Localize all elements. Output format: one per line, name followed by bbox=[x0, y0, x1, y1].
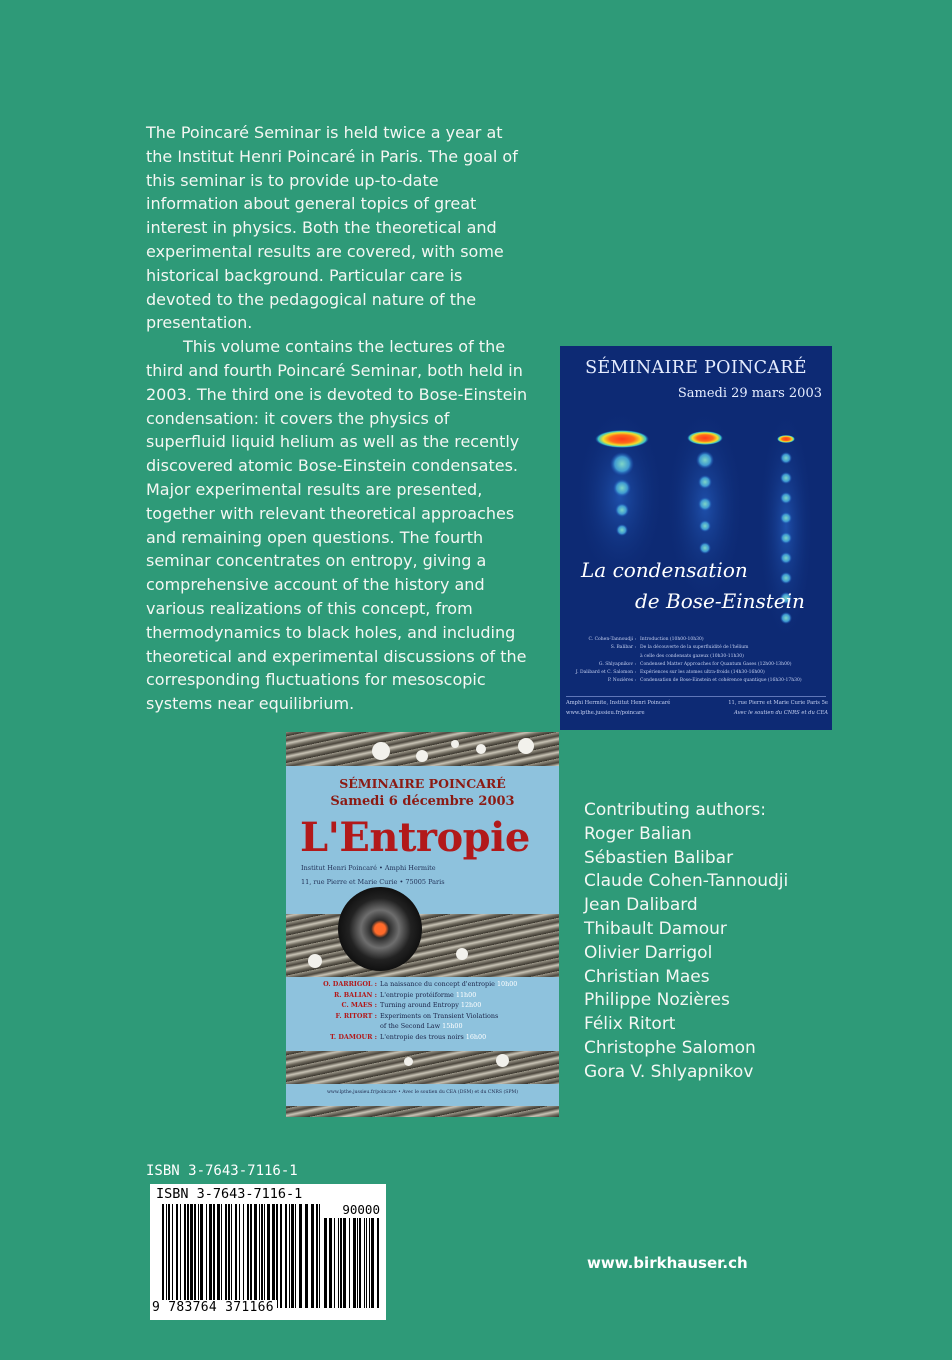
contributors-heading: Contributing authors: bbox=[584, 800, 766, 820]
decorative-sphere bbox=[404, 1057, 413, 1066]
barcode-bar bbox=[311, 1204, 314, 1308]
blurb-paragraph-2: This volume contains the lectures of the third and fourth Poincaré Seminar, both held in 2003. The third one is devoted to Bose-Einstein condensation: it covers the physics of superfluid liquid helium as well as the recently discovered atomic Bose-Einstein condensates. Major experimental results are presented, together with relevant theoretical approaches and remaining open questions. The fourth seminar concentrates on entropy, giving a comprehensive account of the history and various realizations of this concept, from thermodynamics to black holes, and including theoretical and experimental discussions of the corresponding fluctuations for mesoscopic systems near equilibrium. bbox=[146, 337, 528, 714]
barcode-bar bbox=[225, 1204, 227, 1308]
barcode-bar bbox=[206, 1204, 207, 1308]
barcode-bar bbox=[200, 1204, 203, 1308]
barcode-bar bbox=[295, 1204, 296, 1308]
program-row: C. Cohen-Tannoudji : Introduction (10h00-10h30) bbox=[588, 637, 704, 642]
barcode-bar bbox=[235, 1204, 237, 1308]
blurb-paragraph-1: The Poincaré Seminar is held twice a year at the Institut Henri Poincaré in Paris. The goal of this seminar is to provide up-to-date information about general topics of great interest in physics. Both the theoretical and experimental results are covered, with some historical background. Particular care is devoted to the pedagogical nature of the presentation. bbox=[146, 123, 518, 333]
barcode-bar bbox=[184, 1204, 186, 1308]
decorative-sphere bbox=[476, 744, 486, 754]
program-row: C. MAES : Turning around Entropy 12h00 bbox=[341, 1001, 482, 1009]
barcode-bar bbox=[180, 1204, 181, 1308]
decorative-sphere bbox=[496, 1054, 509, 1067]
barcode-bar bbox=[264, 1204, 265, 1308]
barcode-bar bbox=[369, 1218, 370, 1308]
barcode-bar bbox=[366, 1218, 367, 1308]
barcode-bar bbox=[228, 1204, 230, 1308]
barcode-bar bbox=[272, 1204, 275, 1308]
barcode-bar bbox=[291, 1204, 294, 1308]
barcode-bar bbox=[299, 1204, 302, 1308]
barcode-bar bbox=[280, 1204, 282, 1308]
decorative-sphere bbox=[451, 740, 459, 748]
program-row: J. Dalibard et C. Salomon : Expériences sur les atomes ultra-froids (14h30-16h00) bbox=[575, 670, 765, 676]
barcode-bar bbox=[221, 1204, 222, 1308]
barcode-bar bbox=[176, 1204, 178, 1308]
barcode-bar bbox=[285, 1204, 287, 1308]
barcode-bar bbox=[338, 1218, 339, 1308]
barcode-bar bbox=[172, 1204, 173, 1308]
barcode-bar bbox=[349, 1218, 350, 1308]
barcode-bar bbox=[247, 1204, 249, 1308]
barcode-bar bbox=[334, 1218, 335, 1308]
decorative-sphere bbox=[372, 742, 390, 760]
barcode-bar bbox=[217, 1204, 220, 1308]
program-row: R. BALIAN : L'entropie protéiforme 11h00 bbox=[334, 990, 477, 999]
poster1-title: SÉMINAIRE POINCARÉ bbox=[585, 358, 807, 378]
back-cover-blurb bbox=[146, 121, 531, 716]
poster2-seminar: SÉMINAIRE POINCARÉ bbox=[339, 776, 506, 791]
barcode bbox=[150, 1184, 386, 1320]
poster1-divider bbox=[566, 696, 826, 697]
contributor-name: Olivier Darrigol bbox=[584, 942, 713, 963]
poster1-venue: Amphi Hermite, Institut Henri Poincaré bbox=[566, 700, 671, 706]
barcode-bar bbox=[319, 1204, 320, 1308]
barcode-bar bbox=[324, 1218, 327, 1308]
poster2-footer: www.lpthe.jussieu.fr/poincare • Avec le soutien du CEA (DSM) et du CNRS (SPM) bbox=[327, 1090, 518, 1095]
barcode-bar bbox=[194, 1204, 196, 1308]
poster2-title: L'Entropie bbox=[300, 814, 530, 861]
barcode-bar bbox=[267, 1204, 270, 1308]
contributor-name: Sébastien Balibar bbox=[584, 847, 734, 868]
barcode-bar bbox=[343, 1218, 346, 1308]
barcode-bar bbox=[254, 1204, 257, 1308]
barcode-price-code: 90000 bbox=[342, 1202, 380, 1217]
isbn-label: ISBN 3-7643-7116-1 bbox=[146, 1163, 298, 1179]
barcode-bar bbox=[359, 1218, 361, 1308]
poster-bose-einstein bbox=[560, 346, 832, 730]
program-row: P. Nozières : Condensation de Bose-Einstein et cohérence quantique (16h30-17h30) bbox=[607, 678, 802, 684]
barcode-bar bbox=[340, 1218, 342, 1308]
barcode-bar bbox=[357, 1218, 358, 1308]
program-row: F. RITORT : Experiments on Transient Violations bbox=[335, 1011, 499, 1020]
barcode-bar bbox=[243, 1204, 244, 1308]
barcode-bar bbox=[305, 1204, 308, 1308]
barcode-bar bbox=[168, 1204, 170, 1308]
poster2-program bbox=[286, 979, 559, 1042]
barcode-bar bbox=[276, 1204, 278, 1308]
poster1-footer-line2 bbox=[566, 710, 828, 716]
contributor-name: Claude Cohen-Tannoudji bbox=[584, 871, 789, 892]
contributor-name: Gora V. Shlyapnikov bbox=[584, 1061, 754, 1082]
decorative-sphere bbox=[308, 954, 322, 968]
barcode-isbn: ISBN 3-7643-7116-1 bbox=[156, 1186, 303, 1202]
black-hole-sphere bbox=[338, 887, 422, 971]
barcode-bar bbox=[289, 1204, 290, 1308]
contributor-name: Christian Maes bbox=[584, 966, 710, 987]
barcode-bar bbox=[198, 1204, 199, 1308]
poster1-footer-line1 bbox=[566, 700, 828, 706]
barcode-bar bbox=[259, 1204, 260, 1308]
decorative-sphere bbox=[518, 738, 534, 754]
barcode-ean: 9 783764 371166 bbox=[152, 1300, 277, 1315]
poster2-date: Samedi 6 décembre 2003 bbox=[330, 794, 515, 809]
program-row: of the Second Law 15h00 bbox=[380, 1022, 463, 1030]
program-row: O. DARRIGOL : La naissance du concept d'entropie 10h00 bbox=[323, 980, 518, 988]
poster1-url: www.lpthe.jussieu.fr/poincare bbox=[566, 710, 645, 716]
barcode-bar bbox=[166, 1204, 167, 1308]
barcode-bar bbox=[190, 1204, 193, 1308]
poster1-address: 11, rue Pierre et Marie Curie Paris 5e bbox=[728, 700, 828, 706]
barcode-bar bbox=[329, 1218, 332, 1308]
barcode-bar bbox=[209, 1204, 212, 1308]
poster-entropie bbox=[286, 732, 559, 1117]
barcode-bar bbox=[377, 1218, 379, 1308]
barcode-addon-bars bbox=[324, 1218, 380, 1308]
contributor-name: Christophe Salomon bbox=[584, 1037, 756, 1058]
barcode-bar bbox=[231, 1204, 232, 1308]
program-row: S. Balibar : De la découverte de la superfluidité de l'hélium bbox=[610, 645, 749, 651]
program-row: T. DAMOUR : L'entropie des trous noirs 16h00 bbox=[330, 1032, 487, 1041]
barcode-bar bbox=[239, 1204, 240, 1308]
program-row: à celle des condensats gazeux (10h30-11h30) bbox=[640, 653, 744, 659]
contributor-name: Roger Balian bbox=[584, 823, 692, 844]
contributor-name: Thibault Damour bbox=[584, 918, 727, 939]
contributors-list bbox=[584, 799, 788, 1085]
contributor-name: Philippe Nozières bbox=[584, 990, 730, 1011]
contributor-name: Jean Dalibard bbox=[584, 895, 698, 916]
barcode-bar bbox=[353, 1218, 356, 1308]
poster1-topic-line2: de Bose-Einstein bbox=[635, 589, 805, 613]
program-row: G. Shlyapnikov : Condensed Matter Approaches for Quantum Gases (12h00-13h00) bbox=[598, 661, 792, 667]
contributor-name: Félix Ritort bbox=[584, 1014, 676, 1035]
poster1-topic-line1: La condensation bbox=[581, 558, 748, 582]
decorative-sphere bbox=[456, 948, 468, 960]
poster1-program bbox=[566, 636, 828, 686]
barcode-bar bbox=[250, 1204, 252, 1308]
barcode-bar bbox=[316, 1204, 318, 1308]
poster2-institute: Institut Henri Poincaré • Amphi Hermite bbox=[301, 864, 436, 872]
poster2-address: 11, rue Pierre et Marie Curie • 75005 Paris bbox=[301, 878, 445, 886]
barcode-bar bbox=[162, 1204, 164, 1308]
barcode-bar bbox=[213, 1204, 215, 1308]
barcode-bar bbox=[364, 1218, 365, 1308]
decorative-sphere bbox=[416, 750, 428, 762]
poster2-footer-panel bbox=[286, 1084, 559, 1106]
poster1-sponsors: Avec le soutien du CNRS et du CEA bbox=[734, 710, 828, 716]
barcode-bar bbox=[261, 1204, 263, 1308]
barcode-bar bbox=[371, 1218, 374, 1308]
barcode-bar bbox=[187, 1204, 189, 1308]
poster1-date: Samedi 29 mars 2003 bbox=[677, 386, 822, 401]
publisher-website: www.birkhauser.ch bbox=[587, 1254, 748, 1272]
